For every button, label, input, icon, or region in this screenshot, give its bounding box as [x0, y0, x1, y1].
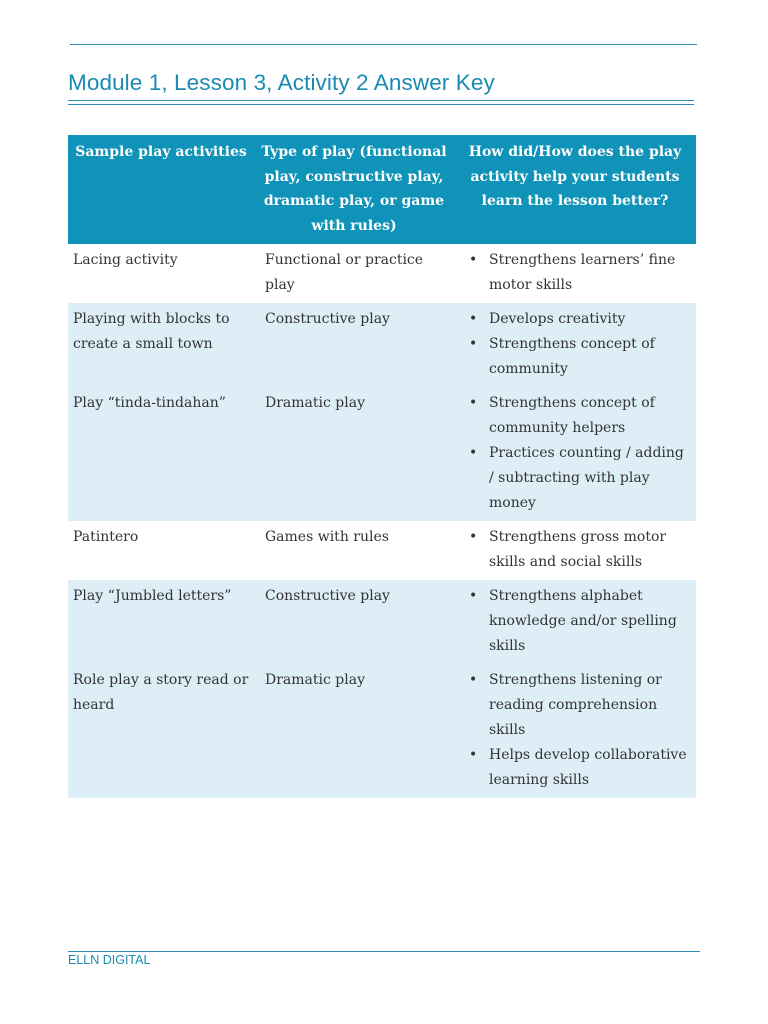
type-cell: Dramatic play	[254, 664, 454, 798]
benefit-list	[459, 668, 691, 793]
benefits-cell	[454, 387, 696, 521]
benefit-list	[459, 248, 691, 298]
table-row	[68, 521, 696, 580]
type-cell: Games with rules	[265, 529, 389, 545]
benefit-item	[459, 248, 691, 298]
bullet-icon: •	[469, 252, 478, 268]
header-type-of-play: Type of play (functional play, constructive play, dramatic play, or game with rules)	[254, 135, 454, 244]
table-row	[68, 303, 696, 387]
type-cell: Constructive play	[254, 580, 454, 664]
benefit-text: Strengthens listening or reading comprehension skills	[489, 672, 662, 738]
bullet-icon: •	[469, 747, 478, 763]
table-header-row	[68, 135, 696, 244]
benefits-cell	[454, 664, 696, 798]
activity-cell: Role play a story read or heard	[68, 664, 254, 798]
table-row	[68, 244, 696, 303]
footer-rule	[68, 951, 700, 952]
bullet-icon: •	[469, 445, 478, 461]
benefit-item	[459, 391, 691, 441]
benefit-text: Strengthens gross motor skills and social skills	[489, 529, 667, 570]
benefit-text: Develops creativity	[489, 311, 626, 327]
activity-cell: Play “Jumbled letters”	[68, 580, 254, 664]
type-cell: Functional or practice play	[265, 252, 424, 293]
benefit-item	[459, 332, 691, 382]
header-sample-activities: Sample play activities	[68, 135, 254, 244]
benefit-text: Practices counting / adding / subtracting with play money	[489, 445, 684, 511]
table-row	[68, 580, 696, 664]
activity-cell: Play “tinda-tindahan”	[68, 387, 254, 521]
bullet-icon: •	[469, 311, 478, 327]
benefit-list	[459, 391, 691, 516]
benefit-list	[459, 584, 691, 659]
page-title: Module 1, Lesson 3, Activity 2 Answer Key	[68, 70, 495, 95]
header-how-it-helps: How did/How does the play activity help your students learn the lesson better?	[454, 135, 696, 244]
benefit-list	[459, 525, 691, 575]
benefit-item	[459, 668, 691, 743]
footer-brand: ELLN DIGITAL	[68, 953, 151, 967]
benefit-item	[459, 584, 691, 659]
benefits-cell	[454, 580, 696, 664]
benefit-text: Strengthens concept of community	[489, 336, 655, 377]
bullet-icon: •	[469, 336, 478, 352]
header-rule	[70, 44, 697, 45]
benefit-text: Strengthens alphabet knowledge and/or spelling skills	[489, 588, 677, 654]
benefit-item	[459, 441, 691, 516]
benefit-list	[459, 307, 691, 382]
table-row	[68, 664, 696, 798]
benefits-cell	[454, 521, 696, 580]
activity-cell: Playing with blocks to create a small town	[68, 303, 254, 387]
benefits-cell	[454, 303, 696, 387]
bullet-icon: •	[469, 672, 478, 688]
benefits-cell	[454, 244, 696, 303]
title-underline-secondary	[68, 104, 694, 105]
bullet-icon: •	[469, 529, 478, 545]
type-cell: Dramatic play	[254, 387, 454, 521]
answer-key-table	[68, 135, 696, 798]
benefit-item	[459, 525, 691, 575]
benefit-item	[459, 307, 691, 332]
benefit-text: Helps develop collaborative learning skills	[489, 747, 687, 788]
benefit-text: Strengthens concept of community helpers	[489, 395, 655, 436]
bullet-icon: •	[469, 588, 478, 604]
type-cell: Constructive play	[254, 303, 454, 387]
benefit-item	[459, 743, 691, 793]
title-underline	[68, 100, 694, 101]
benefit-text: Strengthens learners’ fine motor skills	[489, 252, 676, 293]
activity-cell: Patintero	[73, 529, 139, 545]
bullet-icon: •	[469, 395, 478, 411]
activity-cell: Lacing activity	[73, 252, 178, 268]
table-row	[68, 387, 696, 521]
